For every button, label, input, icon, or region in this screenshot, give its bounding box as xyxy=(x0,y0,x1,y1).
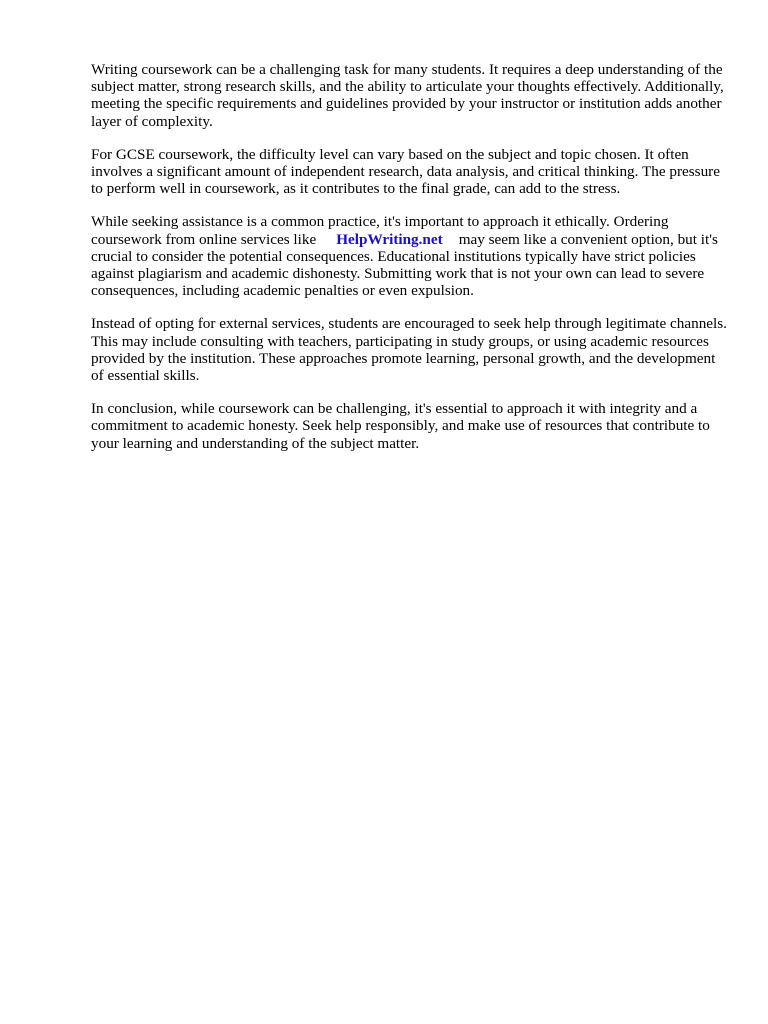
paragraph-assistance xyxy=(91,213,731,299)
paragraph-alternatives: Instead of opting for external services, students are encouraged to seek help through legitimate channels. This may include consulting with teachers, participating in study groups, or using academic resources provided by the institution. These approaches promote learning, personal growth, and the development of essential skills. xyxy=(91,315,727,385)
document-page xyxy=(91,61,731,468)
paragraph-intro: Writing coursework can be a challenging task for many students. It requires a deep understanding of the subject matter, strong research skills, and the ability to articulate your thoughts effectively. Additionally, meeting the specific requirements and guidelines provided by your instructor or institution adds another layer of complexity. xyxy=(91,61,724,130)
helpwriting-link[interactable]: HelpWriting.net xyxy=(336,230,443,248)
paragraph-assistance-text-before: While seeking assistance is a common practice, it's important to approach it ethically. Ordering coursework from online services like xyxy=(91,213,669,248)
paragraph-assistance-text-after: may seem like a convenient option, but it's crucial to consider the potential consequences. Educational institutions typically have strict policies against plagiarism and academic dishonesty. Submitting work that is not your own can lead to severe consequences, including academic penalties or even expulsion. xyxy=(91,230,718,300)
paragraph-conclusion: In conclusion, while coursework can be challenging, it's essential to approach it with integrity and a commitment to academic honesty. Seek help responsibly, and make use of resources that contribute to your learning and understanding of the subject matter. xyxy=(91,400,710,452)
paragraph-gcse: For GCSE coursework, the difficulty level can vary based on the subject and topic chosen. It often involves a significant amount of independent research, data analysis, and critical thinking. The pressure to perform well in coursework, as it contributes to the final grade, can add to the stress. xyxy=(91,145,720,198)
